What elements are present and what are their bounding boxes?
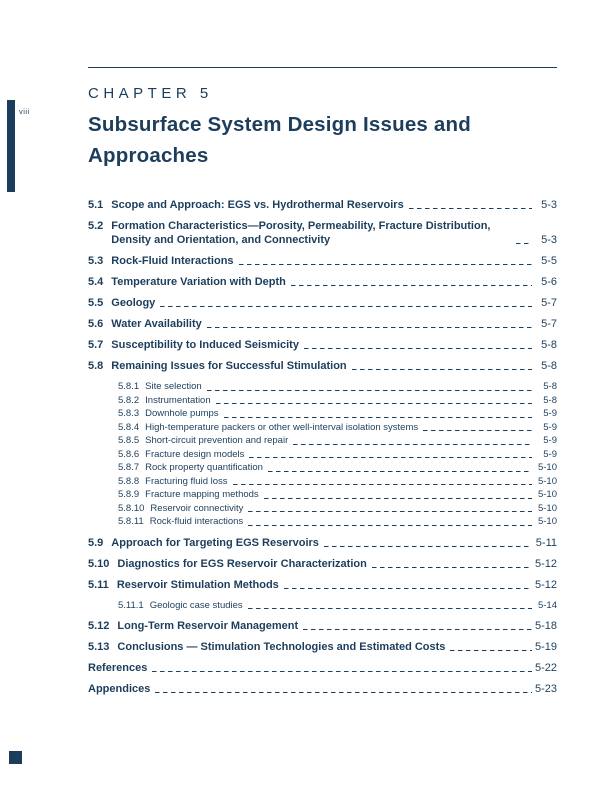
toc-leader-dashes (304, 348, 532, 349)
toc-entry-label[interactable]: Geologic case studies (149, 599, 243, 611)
toc-entry[interactable] (88, 198, 557, 212)
toc-entry-page[interactable]: 5-9 (543, 448, 557, 460)
toc-entry-page[interactable]: 5-7 (541, 297, 557, 309)
toc-entry-label[interactable]: Fracture design models (145, 448, 245, 460)
toc-leader-dashes (264, 498, 532, 499)
toc-entry-number: 5.8.8 (118, 475, 140, 487)
toc-entry-page[interactable]: 5-19 (534, 641, 557, 653)
toc-entry[interactable] (88, 661, 557, 675)
toc-entry-label[interactable]: Susceptibility to Induced Seismicity (111, 339, 299, 351)
toc-entry-label[interactable]: References (88, 662, 148, 674)
toc-entry-label[interactable]: Formation Characteristics—Porosity, Permeability, Fracture Distribution, Density and Orientation, and Connectivity (111, 220, 491, 246)
toc-entry[interactable] (88, 448, 557, 462)
toc-entry[interactable] (88, 682, 557, 696)
toc-entry[interactable] (88, 599, 557, 613)
toc-entry-number: 5.11 (88, 578, 109, 591)
toc-leader-dashes (207, 327, 532, 328)
toc-entry-page[interactable]: 5-7 (541, 318, 557, 330)
toc-entry-number: 5.3 (88, 255, 104, 267)
toc-leader-dashes (248, 525, 532, 526)
toc-entry[interactable] (88, 275, 557, 289)
toc-entry[interactable] (88, 619, 557, 633)
toc-entry-number: 5.8.1 (118, 381, 140, 392)
toc-entry-number: 5.8.5 (118, 435, 140, 446)
toc-entry-page[interactable]: 5-22 (534, 662, 557, 674)
toc-entry-number: 5.4 (88, 276, 104, 288)
toc-entry-number: 5.8.11 (118, 516, 144, 527)
toc-entry-number: 5.12 (88, 620, 110, 632)
toc-entry[interactable] (88, 219, 557, 247)
toc-entry-number: 5.7 (88, 339, 104, 351)
footer-corner-marker (9, 751, 22, 764)
toc-entry-label[interactable]: Remaining Issues for Successful Stimulation (111, 360, 347, 372)
toc-entry-label[interactable]: Rock-fluid interactions (149, 516, 244, 527)
toc-entry-page[interactable]: 5-10 (537, 462, 557, 473)
toc-entry-number: 5.8 (88, 360, 104, 372)
toc-leader-dashes (207, 390, 532, 391)
toc-entry-number: 5.8.7 (118, 462, 140, 473)
toc-entry-number: 5.8.2 (118, 394, 140, 406)
toc-entry-page[interactable]: 5-9 (543, 421, 557, 433)
toc-entry-page[interactable]: 5-9 (543, 435, 557, 446)
toc-leader-dashes (160, 306, 532, 307)
toc-leader-dashes (293, 444, 532, 445)
toc-entry-label[interactable]: Fracturing fluid loss (145, 475, 228, 487)
toc-entry[interactable] (88, 421, 557, 435)
chapter-title-line-2: Approaches (88, 144, 209, 167)
toc-entry[interactable] (88, 640, 557, 654)
toc-entry-label[interactable]: Short-circuit prevention and repair (145, 435, 289, 446)
toc-entry[interactable] (88, 254, 557, 268)
toc-entry[interactable] (88, 488, 557, 502)
toc-entry-label[interactable]: Site selection (145, 381, 202, 392)
toc-entry-number: 5.6 (88, 318, 104, 330)
toc-entry-page[interactable]: 5-12 (534, 578, 557, 591)
toc-entry-label[interactable]: Reservoir Stimulation Methods (116, 578, 279, 591)
toc-entry-label[interactable]: Rock-Fluid Interactions (111, 255, 234, 267)
toc-entry-number: 5.5 (88, 297, 104, 309)
toc-entry[interactable] (88, 475, 557, 489)
toc-leader-dashes (303, 629, 532, 630)
toc-leader-dashes (450, 650, 532, 651)
toc-entry-page[interactable]: 5-3 (541, 199, 557, 211)
toc-leader-dashes (423, 430, 532, 431)
toc-leader-dashes (516, 243, 532, 244)
toc-entry-number: 5.8.3 (118, 408, 140, 419)
toc-entry-label[interactable]: Rock property quantification (145, 462, 263, 473)
toc-content (88, 67, 557, 703)
toc-entry-page[interactable]: 5-23 (534, 683, 557, 695)
toc-entry-number: 5.13 (88, 641, 110, 653)
toc-entry[interactable] (88, 380, 557, 394)
toc-entry[interactable] (88, 502, 557, 516)
toc-leader-dashes (248, 511, 532, 512)
toc-entry[interactable] (88, 317, 557, 331)
toc-entry-number: 5.2 (88, 220, 104, 232)
toc-entry[interactable] (88, 578, 557, 592)
toc-entry-page[interactable]: 5-8 (541, 339, 557, 351)
toc-entry-number: 5.8.4 (118, 421, 140, 433)
toc-entry[interactable] (88, 359, 557, 373)
toc-entry-page[interactable]: 5-10 (537, 502, 557, 514)
toc-entry[interactable] (88, 296, 557, 310)
toc-entry-label[interactable]: Scope and Approach: EGS vs. Hydrothermal Reservoirs (111, 199, 404, 211)
toc-entry[interactable] (88, 434, 557, 448)
toc-entry[interactable] (88, 338, 557, 352)
toc-entry-page[interactable]: 5-3 (541, 234, 557, 246)
toc-entry[interactable] (88, 461, 557, 475)
toc-leader-dashes (233, 484, 532, 485)
toc-entry-label[interactable]: Fracture mapping methods (145, 489, 259, 500)
toc-entry-page[interactable]: 5-14 (537, 599, 557, 611)
toc-entry-label[interactable]: Instrumentation (145, 394, 211, 406)
toc-leader-dashes (155, 692, 532, 693)
toc-entry-label[interactable]: Reservoir connectivity (150, 502, 244, 514)
toc-leader-dashes (352, 369, 532, 370)
toc-entry-page[interactable]: 5-9 (543, 408, 557, 419)
toc-entry[interactable] (88, 394, 557, 408)
chapter-title (88, 109, 557, 171)
toc-entry-number: 5.9 (88, 536, 104, 549)
chapter-title-line-1: Subsurface System Design Issues and (88, 113, 471, 136)
toc-entry-page[interactable]: 5-10 (537, 489, 557, 500)
header-rule (88, 67, 557, 68)
toc-entry-label[interactable]: Diagnostics for EGS Reservoir Characterization (117, 557, 367, 570)
toc-entry-page[interactable]: 5-5 (541, 255, 557, 267)
toc-entry-number: 5.10 (88, 557, 110, 570)
toc-entry-page[interactable]: 5-8 (543, 394, 557, 406)
toc-entry[interactable] (88, 407, 557, 421)
toc-leader-dashes (249, 457, 532, 458)
toc-entry-number: 5.11.1 (118, 599, 144, 611)
toc-entry-page[interactable]: 5-8 (541, 360, 557, 372)
toc-entry[interactable] (88, 515, 557, 529)
toc-leader-dashes (152, 671, 532, 672)
toc-entry-number: 5.8.9 (118, 489, 140, 500)
toc-leader-dashes (216, 403, 532, 404)
toc-entry-number: 5.1 (88, 199, 104, 211)
toc-entry-label[interactable]: Water Availability (111, 318, 202, 330)
toc-entry-label[interactable]: Geology (111, 297, 156, 309)
toc-entry-page[interactable]: 5-11 (535, 536, 557, 549)
toc-entry-label[interactable]: Long-Term Reservoir Management (117, 620, 299, 632)
toc-entry-label[interactable]: Temperature Variation with Depth (111, 276, 286, 288)
toc-entry-page[interactable]: 5-10 (537, 516, 557, 527)
toc-leader-dashes (224, 417, 532, 418)
chapter-label: CHAPTER 5 (88, 85, 213, 102)
toc-entry-page[interactable]: 5-18 (534, 620, 557, 632)
toc-leader-dashes (372, 567, 532, 568)
toc-entry-number: 5.8.6 (118, 448, 140, 460)
toc-leader-dashes (284, 588, 532, 589)
toc-entry-number: 5.8.10 (118, 502, 145, 514)
toc-entry-label[interactable]: High-temperature packers or other well-interval isolation systems (145, 421, 419, 433)
toc-leader-dashes (324, 546, 532, 547)
toc-entry[interactable] (88, 536, 557, 550)
toc-entry-page[interactable]: 5-10 (537, 475, 557, 487)
toc-leader-dashes (291, 285, 532, 286)
toc-entry[interactable] (88, 557, 557, 571)
toc-entry-page[interactable]: 5-6 (541, 276, 557, 288)
toc-leader-dashes (239, 264, 532, 265)
toc-entry-page[interactable]: 5-8 (543, 381, 557, 392)
toc-leader-dashes (248, 608, 532, 609)
page-number: viii (19, 107, 30, 116)
toc-leader-dashes (268, 471, 532, 472)
toc-leader-dashes (409, 208, 532, 209)
table-of-contents (88, 198, 557, 696)
toc-entry-page[interactable]: 5-12 (534, 557, 557, 570)
chapter-edge-bar (7, 100, 15, 192)
toc-entry-label[interactable]: Approach for Targeting EGS Reservoirs (111, 536, 319, 549)
toc-entry-label[interactable]: Downhole pumps (145, 408, 219, 419)
toc-entry-label[interactable]: Appendices (88, 683, 151, 695)
toc-entry-label[interactable]: Conclusions — Stimulation Technologies and Estimated Costs (117, 641, 446, 653)
